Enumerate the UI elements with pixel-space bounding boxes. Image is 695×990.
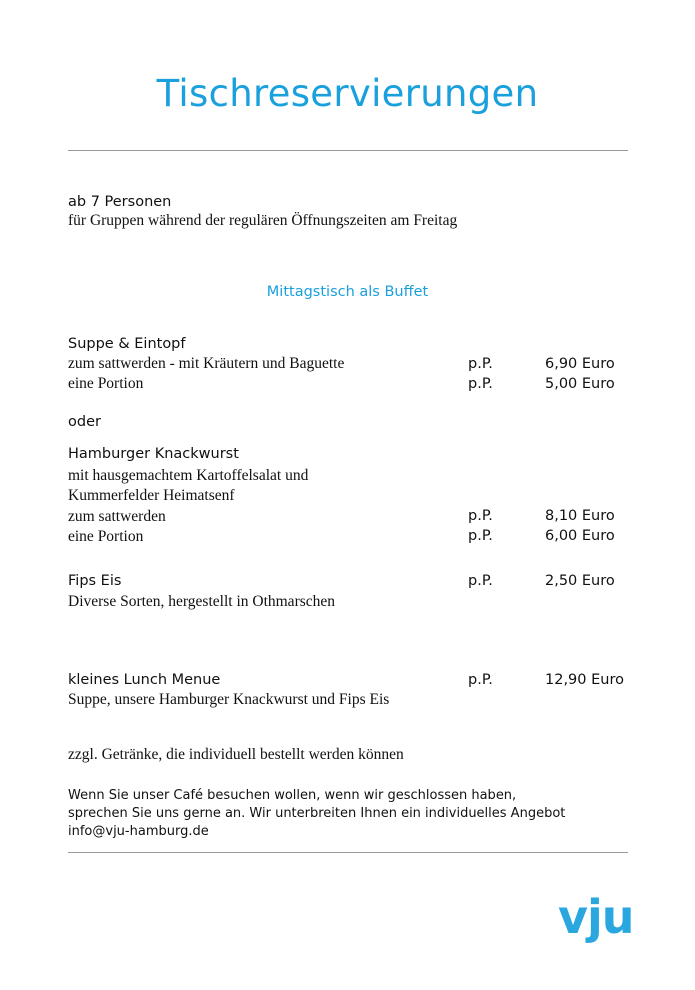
vju-logo: vju: [558, 890, 634, 944]
icecream-pp: p.P.: [468, 573, 493, 589]
drinks-note: zzgl. Getränke, die individuell bestellt werden können: [68, 746, 404, 763]
sausage-line-2: eine Portion: [68, 528, 144, 545]
sausage-pp-1: p.P.: [468, 508, 493, 524]
sausage-line-1: zum sattwerden: [68, 508, 166, 525]
sausage-pp-2: p.P.: [468, 528, 493, 544]
icecream-name: Fips Eis: [68, 573, 122, 589]
sausage-desc-2: Kummerfelder Heimatsenf: [68, 487, 235, 504]
intro-heading: ab 7 Personen: [68, 194, 172, 210]
or-text: oder: [68, 414, 101, 430]
top-divider: [68, 150, 628, 151]
soup-price-2: 5,00 Euro: [545, 376, 615, 392]
soup-pp-2: p.P.: [468, 376, 493, 392]
sausage-price-1: 8,10 Euro: [545, 508, 615, 524]
page-title: Tischreservierungen: [156, 72, 539, 115]
sausage-price-2: 6,00 Euro: [545, 528, 615, 544]
contact-email[interactable]: info@vju-hamburg.de: [68, 824, 209, 839]
sausage-name: Hamburger Knackwurst: [68, 446, 239, 462]
soup-line-1: zum sattwerden - mit Kräutern und Baguette: [68, 355, 345, 372]
section-subtitle: Mittagstisch als Buffet: [266, 284, 429, 300]
intro-text: für Gruppen während der regulären Öffnungszeiten am Freitag: [68, 212, 458, 229]
lunch-desc: Suppe, unsere Hamburger Knackwurst und Fips Eis: [68, 691, 390, 708]
bottom-divider: [68, 852, 628, 853]
icecream-price: 2,50 Euro: [545, 573, 615, 589]
closing-note-line-2: sprechen Sie uns gerne an. Wir unterbreiten Ihnen ein individuelles Angebot: [68, 806, 566, 821]
sausage-desc-1: mit hausgemachtem Kartoffelsalat und: [68, 467, 309, 484]
lunch-pp: p.P.: [468, 672, 493, 688]
lunch-price: 12,90 Euro: [545, 672, 624, 688]
lunch-name: kleines Lunch Menue: [68, 672, 221, 688]
soup-price-1: 6,90 Euro: [545, 356, 615, 372]
icecream-desc: Diverse Sorten, hergestellt in Othmarschen: [68, 593, 336, 610]
soup-line-2: eine Portion: [68, 375, 144, 392]
soup-pp-1: p.P.: [468, 356, 493, 372]
soup-name: Suppe & Eintopf: [68, 336, 186, 352]
closing-note-line-1: Wenn Sie unser Café besuchen wollen, wenn wir geschlossen haben,: [68, 788, 517, 803]
